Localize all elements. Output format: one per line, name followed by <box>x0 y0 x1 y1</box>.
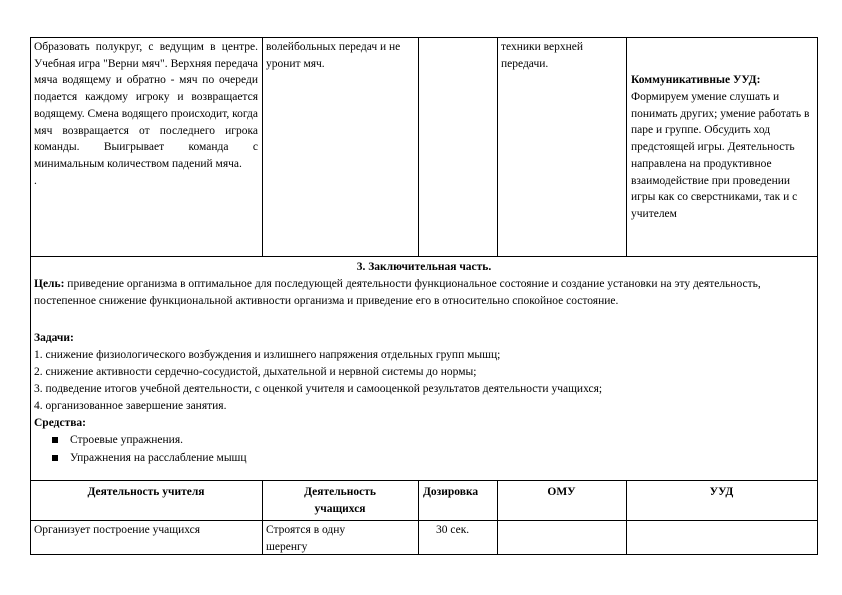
col-divider <box>418 480 419 554</box>
cell-teacher: Организует построение учащихся <box>34 524 201 536</box>
col-divider <box>418 37 419 256</box>
row-divider <box>30 256 818 257</box>
task-item: 4. организованное завершение занятия. <box>34 400 227 412</box>
omu-text: техники верхней передачи. <box>501 41 584 70</box>
uud-body: Формируем умение слушать и понимать других; умение работать в паре и группе. Обсудить ход предстоящей игры. Деятельность направлена на продуктивное взаимодействие при проведении игры как со сверстниками, так и с учителем <box>631 91 810 220</box>
goal-paragraph <box>34 276 814 309</box>
header-teacher: Деятельность учителя <box>87 486 205 498</box>
goal-label: Цель: <box>34 278 65 290</box>
col-divider <box>626 37 627 256</box>
section-title: 3. Заключительная часть. <box>356 261 492 273</box>
game-description: Образовать полукруг, с ведущим в центре. Учебная игра "Верни мяч". Верхняя передача мяча водящему и обратно - мяч по очереди подается каждому игроку и возвращается водящему. Смена водящего происходит, когда мяч возвращается от последнего игрока команды. Выигрывает команда с минимальным количеством падений мяча. . <box>34 41 258 187</box>
header-uud: УУД <box>709 486 734 498</box>
col-divider <box>262 480 263 554</box>
cell-students: Строятся в одну шеренгу <box>266 524 346 553</box>
row-divider <box>30 520 818 521</box>
col-divider <box>497 37 498 256</box>
task-item: 3. подведение итогов учебной деятельности, с оценкой учителя и самооценкой результатов деятельности учащихся; <box>34 383 603 395</box>
header-students: Деятельность учащихся <box>304 486 376 515</box>
table-border-right <box>817 37 818 555</box>
task-item: 2. снижение активности сердечно-сосудистой, дыхательной и нервной системы до нормы; <box>34 366 477 378</box>
col-divider <box>262 37 263 256</box>
means-item: Упражнения на расслабление мышц <box>52 450 247 467</box>
tasks-label: Задачи: <box>34 332 74 344</box>
student-activity-text: волейбольных передач и не уронит мяч. <box>266 41 401 70</box>
table-border-bottom <box>30 554 818 555</box>
task-item: 1. снижение физиологического возбуждения и излишнего напряжения отдельных групп мышц; <box>34 349 501 361</box>
means-item: Строевые упражнения. <box>52 432 183 449</box>
table-border-top <box>30 37 818 38</box>
goal-text: приведение организма в оптимальное для последующей деятельности функциональное состояние и создание установки на эту деятельность, постепенное снижение функциональной активности организма и приведение его в относительно спокойное состояние. <box>34 278 761 307</box>
table-border-left <box>30 37 31 555</box>
means-label: Средства: <box>34 417 87 429</box>
uud-title: Коммуникативные УУД: <box>631 74 761 86</box>
square-bullet-icon <box>52 437 58 443</box>
square-bullet-icon <box>52 455 58 461</box>
header-dosage: Дозировка <box>423 486 479 498</box>
row-divider <box>30 480 818 481</box>
header-omu: ОМУ <box>547 486 576 498</box>
cell-dosage: 30 сек. <box>436 524 470 536</box>
